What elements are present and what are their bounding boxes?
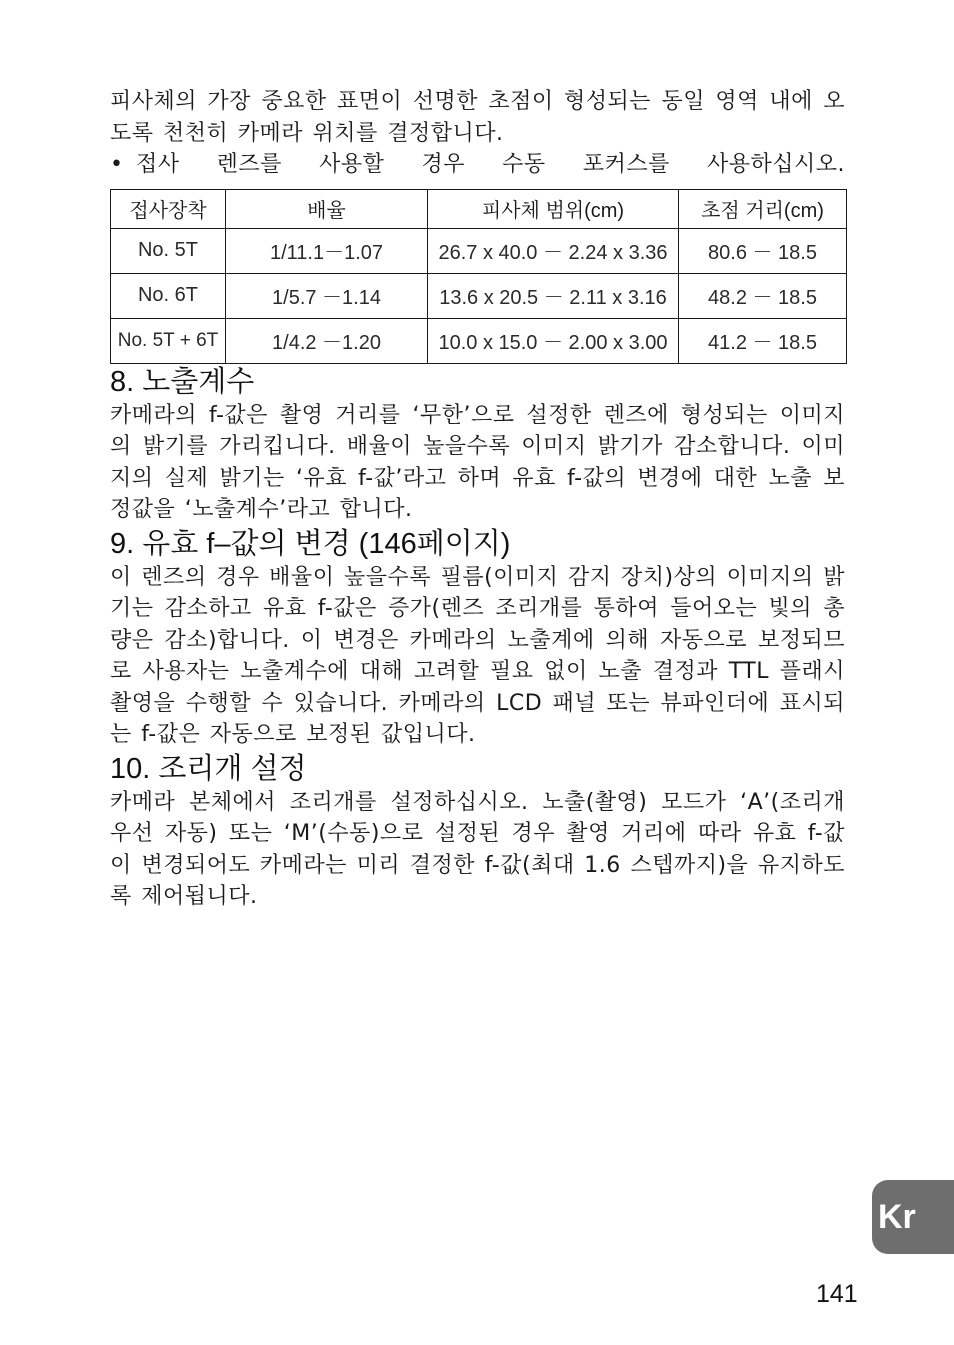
table-cell: 48.2 － 18.5 (679, 273, 847, 318)
table-cell: 1/4.2 －1.20 (226, 318, 428, 363)
intro-paragraph: 피사체의 가장 중요한 표면이 선명한 초점이 형성되는 동일 영역 내에 오도록 천천히 카메라 위치를 결정합니다. (110, 89, 845, 146)
table-header-cell: 피사체 범위(cm) (428, 189, 679, 228)
table-row (111, 273, 847, 318)
table-cell: 80.6 － 18.5 (679, 228, 847, 273)
section-9-heading: 9. 유효 f–값의 변경 (146페이지) (110, 527, 511, 560)
table-cell: 41.2 － 18.5 (679, 318, 847, 363)
bullet-text: 접사 렌즈를 사용할 경우 수동 포커스를 사용하십시오. (136, 152, 845, 177)
bullet-item (110, 149, 845, 181)
section-8-body: 카메라의 f-값은 촬영 거리를 ‘무한’으로 설정한 렌즈에 형성되는 이미지의 밝기를 가리킵니다. 배율이 높을수록 이미지 밝기가 감소합니다. 이미지의 실제 밝기는 ‘유효 f-값’라고 하며 유효 f-값의 변경에 대한 노출 보정값을 ‘노출계수’라고 합니다. (110, 402, 845, 522)
table-cell: 10.0 x 15.0 － 2.00 x 3.00 (428, 318, 679, 363)
section-8-heading: 8. 노출계수 (110, 365, 255, 398)
table-cell: 1/11.1－1.07 (226, 228, 428, 273)
bullet-dot: • (110, 152, 124, 177)
table-cell: No. 6T (111, 273, 226, 318)
section-9-body: 이 렌즈의 경우 배율이 높을수록 필름(이미지 감지 장치)상의 이미지의 밝기는 감소하고 유효 f-값은 증가(렌즈 조리개를 통하여 들어오는 빛의 총량은 감소)합니다. 이 변경은 카메라의 노출계에 의해 자동으로 보정되므로 사용자는 노출계수에 대해 고려할 필요 없이 노출 결정과 TTL 플래시 촬영을 수행할 수 있습니다. 카메라의 LCD 패널 또는 뷰파인더에 표시되는 f-값은 자동으로 보정된 값입니다. (110, 564, 845, 747)
page-number: 141 (816, 1280, 858, 1308)
section-10-body: 카메라 본체에서 조리개를 설정하십시오. 노출(촬영) 모드가 ‘A’(조리개 우선 자동) 또는 ‘M’(수동)으로 설정된 경우 촬영 거리에 따라 유효 f-값이 변경되어도 카메라는 미리 결정한 f-값(최대 1.6 스텝까지)을 유지하도록 제어됩니다. (110, 789, 845, 909)
table-cell: No. 5T (111, 228, 226, 273)
table-header-cell: 접사장착 (111, 189, 226, 228)
table-cell: 13.6 x 20.5 － 2.11 x 3.16 (428, 273, 679, 318)
table-cell: 1/5.7 －1.14 (226, 273, 428, 318)
table-row (111, 318, 847, 363)
page-content (110, 86, 845, 913)
table-header-row (111, 189, 847, 228)
table-cell: 26.7 x 40.0 － 2.24 x 3.36 (428, 228, 679, 273)
closeup-attachment-table (110, 189, 847, 364)
language-tab: Kr (872, 1180, 954, 1254)
table-header-cell: 초점 거리(cm) (679, 189, 847, 228)
table-header-cell: 배율 (226, 189, 428, 228)
section-10-heading: 10. 조리개 설정 (110, 752, 307, 785)
table-row (111, 228, 847, 273)
table-cell: No. 5T + 6T (111, 318, 226, 363)
